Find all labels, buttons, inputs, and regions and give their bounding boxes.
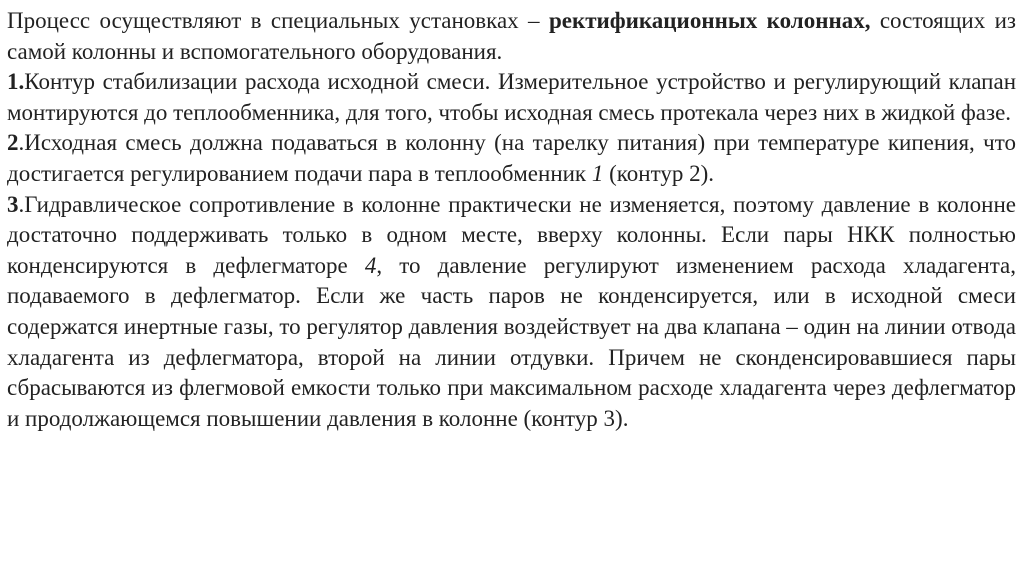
item-2-reference: 1	[591, 160, 604, 186]
intro-paragraph	[7, 6, 1016, 67]
intro-bold-term: ректификационных колоннах,	[548, 8, 871, 33]
item-3-number: 3	[7, 191, 19, 217]
item-3-reference: 4	[364, 252, 377, 278]
item-2-text-end: (контур 2).	[603, 160, 715, 186]
item-1-number: 1.	[7, 69, 25, 95]
item-1-paragraph	[7, 67, 1016, 128]
item-3-text-start: .Гидравлическое сопротивление в колонне практически не изменяется, поэтому давление в колонне достаточно поддерживать только в одном месте, вверху колонны. Если пары НКК полностью конденсируются в дефлегматоре	[7, 191, 1016, 278]
item-2-text-start: .Исходная смесь должна подаваться в колонну (на тарелку питания) при температуре кипения, что достигается регулированием подачи пара в теплообменник	[7, 130, 1016, 186]
intro-text-start: Процесс осуществляют в специальных установках –	[7, 8, 549, 33]
intro-text-end: состоящих из самой колонны и вспомогательного оборудования.	[7, 8, 1016, 64]
item-1-text: Контур стабилизации расхода исходной смеси. Измерительное устройство и регулирующий клапан монтируются до теплообменника, для того, чтобы исходная смесь протекала через них в жидкой фазе.	[7, 69, 1016, 125]
item-2-number: 2	[7, 130, 19, 156]
item-2-paragraph	[7, 128, 1016, 189]
item-3-paragraph	[7, 190, 1016, 435]
item-3-text-end: , то давление регулируют изменением расхода хладагента, подаваемого в дефлегматор. Если же часть паров не конденсируется, или в исходной смеси содержатся инертные газы, то регулятор давления воздействует на два клапана – один на линии отвода хладагента из дефлегматора, второй на линии отдувки. Причем не сконденсировавшиеся пары сбрасываются из флегмовой емкости только при максимальном расходе хладагента через дефлегматор и продолжающемся повышении давления в колонне (контур 3).	[7, 252, 1016, 431]
